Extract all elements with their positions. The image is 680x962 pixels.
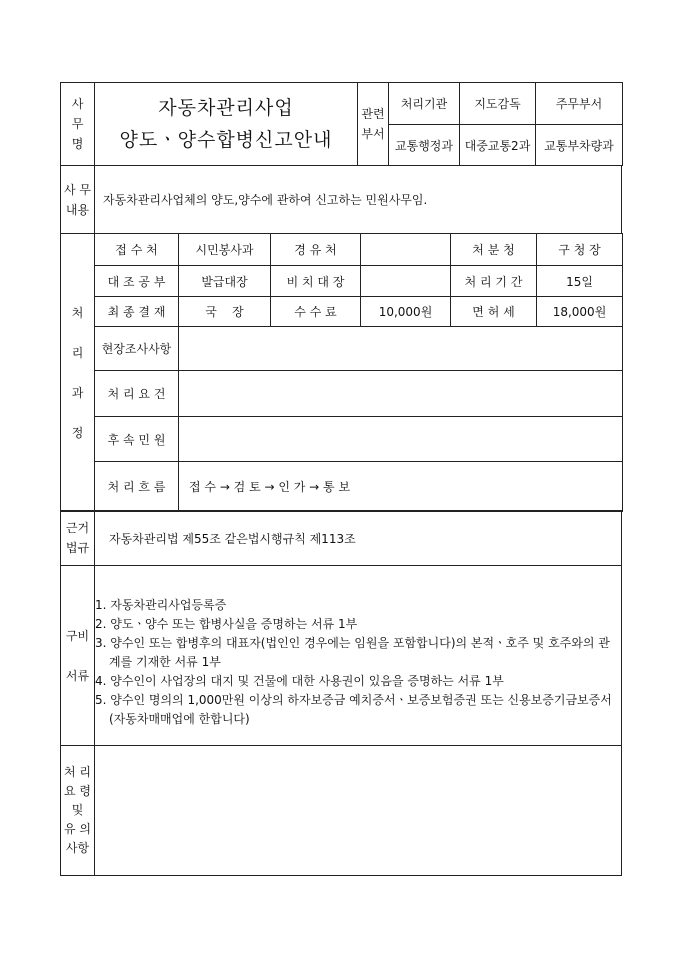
grid-cell: 국 장 <box>179 297 271 327</box>
grid-cell: 구 청 장 <box>537 234 623 266</box>
grid-cell: 18,000원 <box>537 297 623 327</box>
grid-cell: 처 리 기 간 <box>451 266 537 297</box>
grid-cell: 시민봉사과 <box>179 234 271 266</box>
grid-cell: 대 조 공 부 <box>95 266 179 297</box>
process-row-label: 후 속 민 원 <box>95 417 179 462</box>
content-label: 사 무 내용 <box>61 166 95 234</box>
grid-cell: 면 허 세 <box>451 297 537 327</box>
grid-cell: 최 종 결 재 <box>95 297 179 327</box>
process-row-value <box>179 371 623 417</box>
grid-cell <box>361 234 451 266</box>
grid-cell: 15일 <box>537 266 623 297</box>
grid-cell: 처 분 청 <box>451 234 537 266</box>
doc-item: 3. 양수인 또는 합병후의 대표자(법인인 경우에는 임원을 포함합니다)의 본적ㆍ호주 및 호주와의 관계를 기재한 서류 1부 <box>95 636 610 669</box>
dept-value: 대중교통2과 <box>460 125 536 166</box>
process-row-label: 현장조사사항 <box>95 327 179 371</box>
process-table <box>60 233 623 512</box>
doc-item: 2. 양도ㆍ양수 또는 합병사실을 증명하는 서류 1부 <box>95 617 358 631</box>
grid-cell: 10,000원 <box>361 297 451 327</box>
title-line-2: 양도ㆍ양수합병신고안내 <box>119 129 333 151</box>
process-row-value <box>179 417 623 462</box>
dept-value: 교통행정과 <box>389 125 460 166</box>
process-row-label: 처 리 요 건 <box>95 371 179 417</box>
docs-label: 구비 서류 <box>61 566 95 746</box>
law-table <box>60 510 622 566</box>
process-flow: 접 수 → 검 토 → 인 가 → 통 보 <box>179 462 623 512</box>
grid-cell: 접 수 처 <box>95 234 179 266</box>
header-table <box>60 82 623 166</box>
grid-cell: 비 치 대 장 <box>271 266 361 297</box>
grid-cell <box>361 266 451 297</box>
doc-item: 1. 자동차관리사업등록증 <box>95 598 227 612</box>
grid-cell: 경 유 처 <box>271 234 361 266</box>
process-label: 처 리 과 정 <box>61 234 95 512</box>
document-title <box>95 83 358 166</box>
process-row-value <box>179 327 623 371</box>
law-text: 자동차관리법 제55조 같은법시행규칙 제113조 <box>95 511 622 566</box>
grid-cell: 수 수 료 <box>271 297 361 327</box>
dept-header: 처리기관 <box>389 83 460 125</box>
doc-item: 4. 양수인이 사업장의 대지 및 건물에 대한 사용권이 있음을 증명하는 서류 1부 <box>95 674 504 688</box>
dept-value: 교통부차량과 <box>536 125 623 166</box>
docs-table <box>60 565 622 746</box>
content-text: 자동차관리사업체의 양도,양수에 관하여 신고하는 민원사무임. <box>95 166 622 234</box>
doc-item: 5. 양수인 명의의 1,000만원 이상의 하자보증금 예치증서ㆍ보증보험증권 또는 신용보증기금보증서(자동차매매업에 한합니다) <box>95 693 612 726</box>
law-label: 근거 법규 <box>61 511 95 566</box>
dept-header: 지도감독 <box>460 83 536 125</box>
notes-text <box>95 746 622 876</box>
process-row-label: 처 리 흐 름 <box>95 462 179 512</box>
grid-cell: 발급대장 <box>179 266 271 297</box>
content-table <box>60 165 622 234</box>
notes-table <box>60 745 622 876</box>
related-dept-label: 관련 부서 <box>358 83 389 166</box>
task-name-label: 사 무 명 <box>61 83 95 166</box>
notes-label: 처 리 요 령 및 유 의 사항 <box>61 746 95 876</box>
title-line-1: 자동차관리사업 <box>158 97 294 119</box>
dept-header: 주무부서 <box>536 83 623 125</box>
docs-list <box>95 596 621 729</box>
